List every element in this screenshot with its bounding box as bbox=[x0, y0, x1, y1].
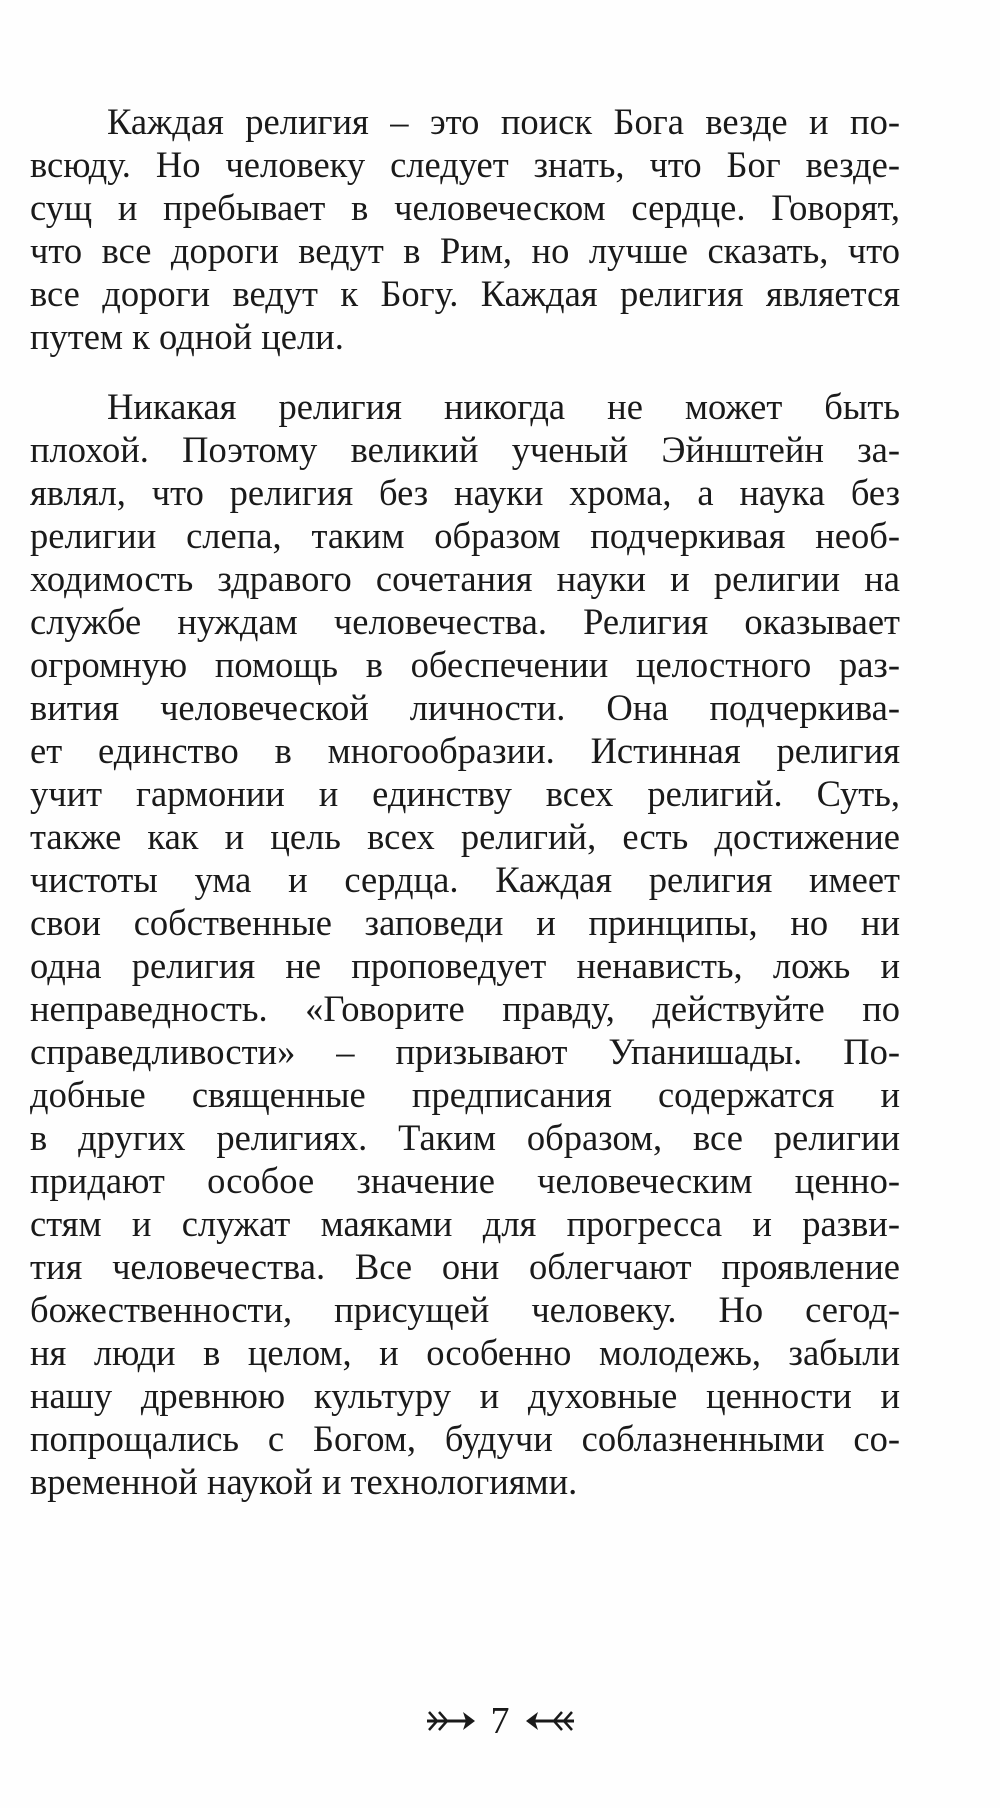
text-line: также как и цель всех религий, есть достижение bbox=[30, 816, 900, 857]
text-line: стям и служат маяками для прогресса и разви- bbox=[30, 1203, 900, 1244]
text-line: попрощались с Богом, будучи соблазненными со- bbox=[30, 1418, 900, 1459]
text-line: Каждая религия – это поиск Бога везде и по- bbox=[107, 101, 900, 142]
text-line: плохой. Поэтому великий ученый Эйнштейн за- bbox=[30, 429, 900, 470]
text-line: сущ и пребывает в человеческом сердце. Говорят, bbox=[30, 187, 900, 228]
text-line: в других религиях. Таким образом, все религии bbox=[30, 1117, 900, 1158]
text-line: чистоты ума и сердца. Каждая религия имеет bbox=[30, 859, 900, 900]
text-line: божественности, присущей человеку. Но сегод- bbox=[30, 1289, 900, 1330]
text-line: ходимость здравого сочетания науки и религии на bbox=[30, 558, 900, 599]
text-line: добные священные предписания содержатся и bbox=[30, 1074, 900, 1115]
text-line: всюду. Но человеку следует знать, что Бог везде- bbox=[30, 144, 900, 185]
text-line: тия человечества. Все они облегчают проявление bbox=[30, 1246, 900, 1287]
text-line: справедливости» – призывают Упанишады. По- bbox=[30, 1031, 900, 1072]
text-line: вития человеческой личности. Она подчеркива- bbox=[30, 687, 900, 728]
paragraph-gap bbox=[30, 358, 900, 385]
text-line: являл, что религия без науки хрома, а наука без bbox=[30, 472, 900, 513]
text-line: Никакая религия никогда не может быть bbox=[107, 386, 900, 427]
text-line: огромную помощь в обеспечении целостного раз- bbox=[30, 644, 900, 685]
text-line: учит гармонии и единству всех религий. Суть, bbox=[30, 773, 900, 814]
paragraph bbox=[30, 100, 900, 358]
text-line: нашу древнюю культуру и духовные ценности и bbox=[30, 1375, 900, 1416]
text-line: путем к одной цели. bbox=[30, 316, 344, 357]
text-line: придают особое значение человеческим ценно- bbox=[30, 1160, 900, 1201]
arrow-ornament-right-icon bbox=[423, 1708, 479, 1734]
text-line: свои собственные заповеди и принципы, но ни bbox=[30, 902, 900, 943]
text-line: религии слепа, таким образом подчеркивая необ- bbox=[30, 515, 900, 556]
page-number: 7 bbox=[490, 1700, 510, 1742]
text-line: службе нуждам человечества. Религия оказывает bbox=[30, 601, 900, 642]
arrow-ornament-left-icon bbox=[522, 1708, 578, 1734]
paragraph bbox=[30, 385, 900, 1503]
text-line: что все дороги ведут в Рим, но лучше сказать, что bbox=[30, 230, 900, 271]
body-text bbox=[30, 100, 900, 1503]
text-line: все дороги ведут к Богу. Каждая религия является bbox=[30, 273, 900, 314]
text-line: одна религия не проповедует ненависть, ложь и bbox=[30, 945, 900, 986]
page-footer bbox=[0, 1696, 1000, 1746]
text-line: ня люди в целом, и особенно молодежь, забыли bbox=[30, 1332, 900, 1373]
text-line: ет единство в многообразии. Истинная религия bbox=[30, 730, 900, 771]
text-line: временной наукой и технологиями. bbox=[30, 1461, 578, 1502]
text-line: неправедность. «Говорите правду, действуйте по bbox=[30, 988, 900, 1029]
